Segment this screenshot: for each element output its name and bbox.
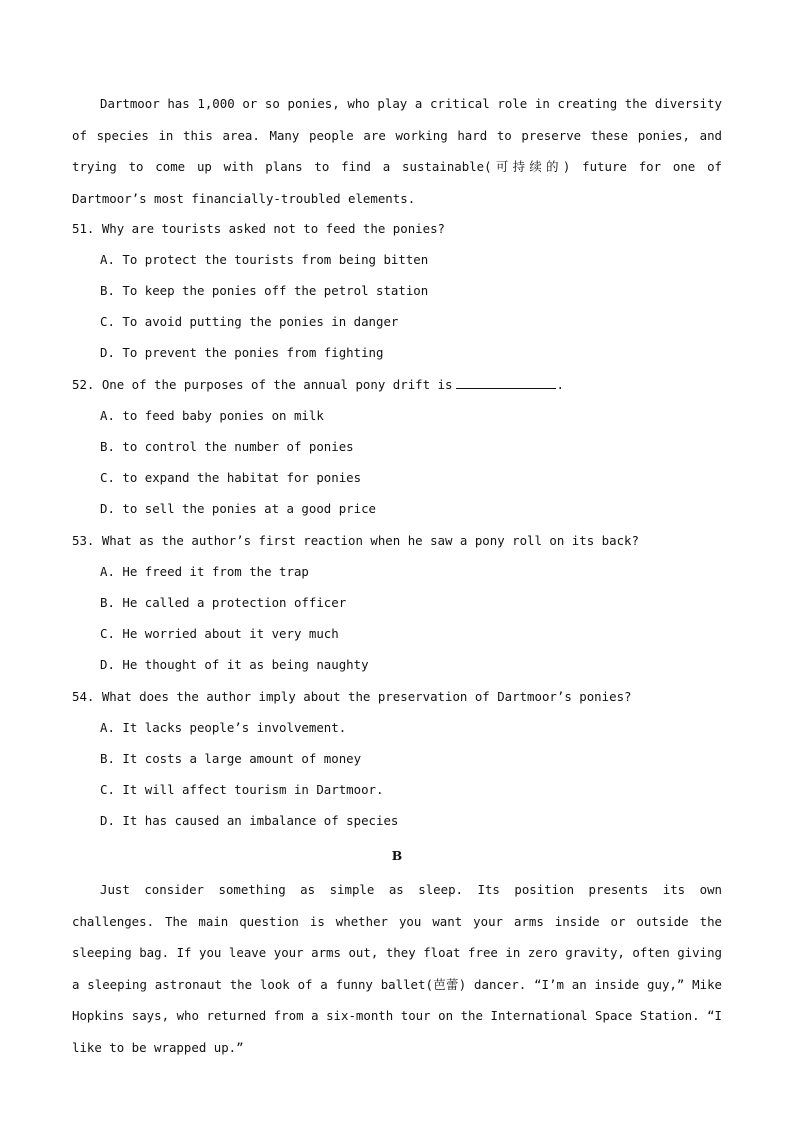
question-52 [72, 377, 564, 393]
passage-a-ending: Dartmoor has 1,000 or so ponies, who play a critical role in creating the diversity of species in this area. Many people are working hard to preserve these ponies, and trying to come up with plans to find a sustainable(可持续的) future for one of Dartmoor’s most financially-troubled elements. [72, 96, 722, 206]
question-53: 53. What as the author’s first reaction when he saw a pony roll on its back? [72, 533, 639, 548]
question-52-stem-end: . [556, 377, 564, 392]
question-54-option-a: A. It lacks people’s involvement. [100, 720, 347, 735]
question-51-option-a: A. To protect the tourists from being bitten [100, 252, 429, 267]
passage-b-start: Just consider something as simple as sleep. Its position presents its own challenges. The main question is whether you want your arms inside or outside the sleeping bag. If you leave your arms out, they float free in zero gravity, often giving a sleeping astronaut the look of a funny ballet(芭蕾) dancer. “I’m an inside guy,” Mike Hopkins says, who returned from a six-month tour on the International Space Station. “I like to be wrapped up.” [72, 882, 722, 1055]
question-53-option-b: B. He called a protection officer [100, 595, 347, 610]
question-52-option-b: B. to control the number of ponies [100, 439, 354, 454]
question-54-option-b: B. It costs a large amount of money [100, 751, 362, 766]
question-54-option-c: C. It will affect tourism in Dartmoor. [100, 782, 384, 797]
section-heading: B [391, 848, 403, 863]
question-52-option-a: A. to feed baby ponies on milk [100, 408, 324, 423]
answer-blank [456, 377, 556, 389]
question-54: 54. What does the author imply about the preservation of Dartmoor’s ponies? [72, 689, 632, 704]
question-53-option-c: C. He worried about it very much [100, 626, 339, 641]
question-52-option-d: D. to sell the ponies at a good price [100, 501, 377, 516]
question-54-option-d: D. It has caused an imbalance of species [100, 813, 399, 828]
question-52-stem: 52. One of the purposes of the annual pony drift is [72, 377, 453, 392]
question-51: 51. Why are tourists asked not to feed the ponies? [72, 221, 445, 236]
question-52-option-c: C. to expand the habitat for ponies [100, 470, 362, 485]
question-53-option-d: D. He thought of it as being naughty [100, 657, 369, 672]
question-53-option-a: A. He freed it from the trap [100, 564, 309, 579]
question-51-option-c: C. To avoid putting the ponies in danger [100, 314, 399, 329]
question-51-option-d: D. To prevent the ponies from fighting [100, 345, 384, 360]
question-51-option-b: B. To keep the ponies off the petrol station [100, 283, 429, 298]
